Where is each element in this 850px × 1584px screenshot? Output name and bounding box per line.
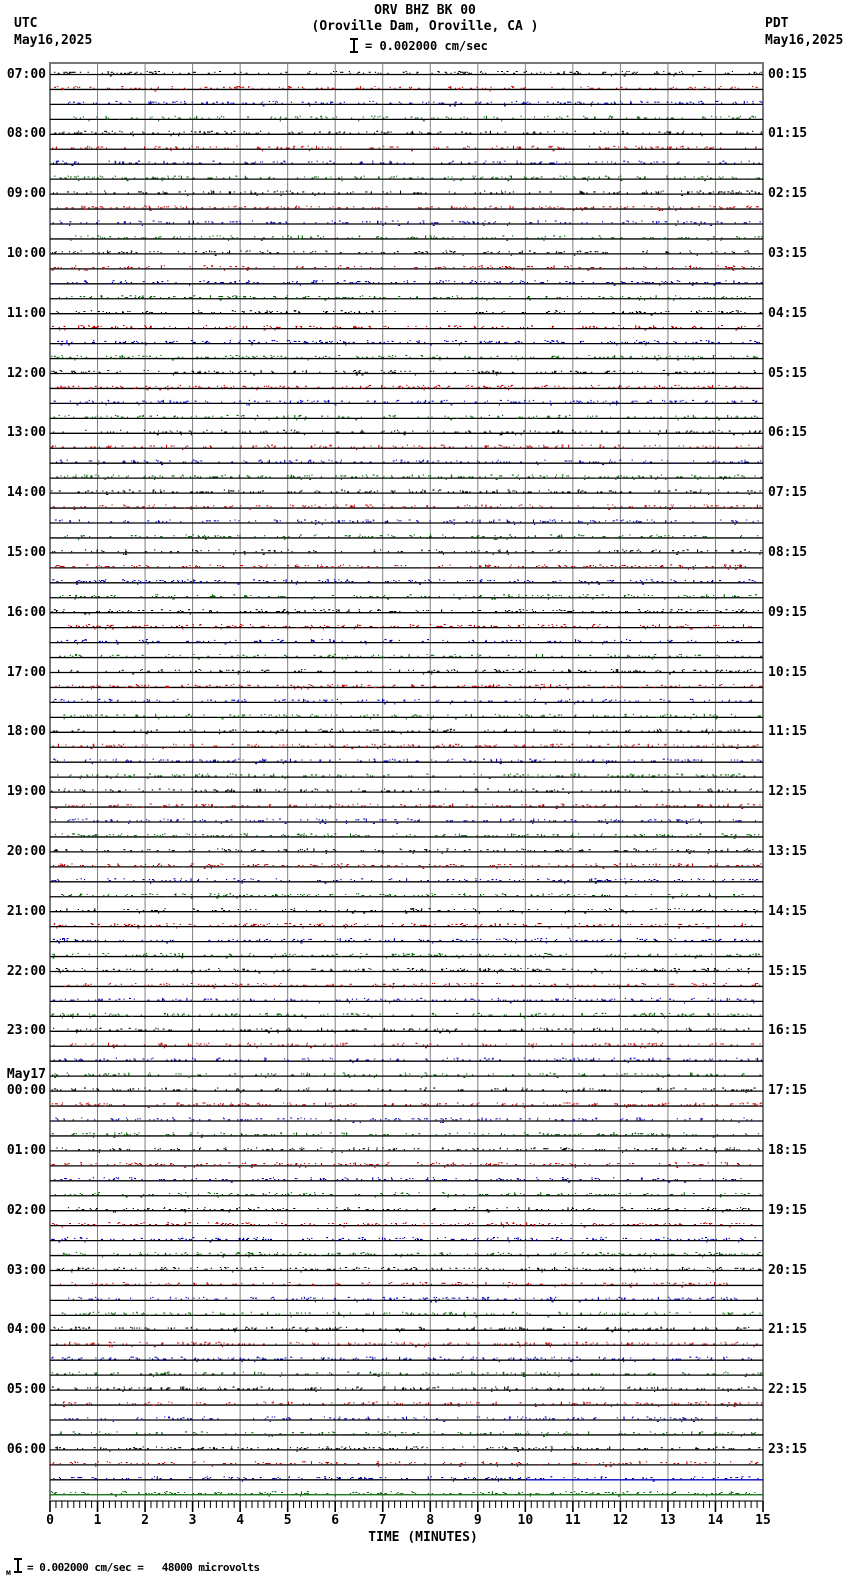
utc-time-label: 19:00 xyxy=(6,784,46,800)
utc-time-label: 08:00 xyxy=(6,126,46,142)
scale-label: = 0.002000 cm/sec xyxy=(365,39,488,53)
date-change-label: May17 xyxy=(6,1067,46,1083)
utc-time-label: 05:00 xyxy=(6,1382,46,1398)
utc-time-label: 01:00 xyxy=(6,1142,46,1158)
utc-time-label: 12:00 xyxy=(6,365,46,381)
pdt-time-label: 15:15 xyxy=(768,963,808,979)
utc-time-label: 11:00 xyxy=(6,305,46,321)
x-axis-tick-label: 15 xyxy=(755,1513,771,1528)
x-axis-tick-label: 10 xyxy=(517,1513,534,1528)
pdt-time-label: 03:15 xyxy=(768,245,808,261)
utc-date-label: May16,2025 xyxy=(14,33,93,48)
pdt-time-label: 12:15 xyxy=(768,784,808,800)
pdt-time-label: 02:15 xyxy=(768,186,808,202)
utc-time-label: 04:00 xyxy=(6,1322,46,1338)
x-axis-tick-label: 8 xyxy=(426,1513,435,1528)
page-title: ORV BHZ BK 00 xyxy=(374,3,476,18)
footer-scale-bar-icon xyxy=(14,1558,22,1573)
utc-time-label: 20:00 xyxy=(6,843,46,859)
utc-time-label: 14:00 xyxy=(6,485,46,501)
pdt-time-label: 10:15 xyxy=(768,664,808,680)
x-axis-tick-label: 9 xyxy=(473,1513,482,1528)
x-axis-tick-label: 5 xyxy=(283,1513,292,1528)
utc-time-label: 16:00 xyxy=(6,604,46,620)
x-axis-tick-label: 14 xyxy=(707,1513,724,1528)
utc-time-label: 09:00 xyxy=(6,186,46,202)
utc-time-label: 06:00 xyxy=(6,1441,46,1457)
pdt-time-label: 00:15 xyxy=(768,66,808,82)
pdt-timezone-label: PDT xyxy=(765,16,789,31)
x-axis-tick-label: 0 xyxy=(46,1513,54,1528)
utc-time-label: 15:00 xyxy=(6,544,46,560)
pdt-time-label: 16:15 xyxy=(768,1023,808,1039)
pdt-date-label: May16,2025 xyxy=(765,33,844,48)
utc-time-label: 10:00 xyxy=(6,245,46,261)
x-axis-tick-label: 6 xyxy=(331,1513,340,1528)
utc-time-label: 21:00 xyxy=(6,903,46,919)
x-axis-title: TIME (MINUTES) xyxy=(368,1530,478,1545)
pdt-time-label: 06:15 xyxy=(768,425,808,441)
utc-timezone-label: UTC xyxy=(14,16,38,31)
utc-time-label: 03:00 xyxy=(6,1262,46,1278)
x-axis-tick-label: 4 xyxy=(236,1513,245,1528)
footer-prefix: м xyxy=(6,1568,11,1577)
x-axis-tick-label: 7 xyxy=(378,1513,387,1528)
pdt-time-label: 04:15 xyxy=(768,305,808,321)
pdt-time-label: 22:15 xyxy=(768,1382,808,1398)
footer-scale-text: = 0.002000 cm/sec = 48000 microvolts xyxy=(27,1561,260,1574)
pdt-time-label: 21:15 xyxy=(768,1322,808,1338)
pdt-time-label: 18:15 xyxy=(768,1142,808,1158)
pdt-time-label: 05:15 xyxy=(768,365,808,381)
pdt-time-label: 11:15 xyxy=(768,724,808,740)
x-axis-tick-label: 3 xyxy=(188,1513,197,1528)
pdt-time-label: 17:15 xyxy=(768,1083,808,1099)
utc-time-label: 22:00 xyxy=(6,963,46,979)
utc-time-label: 00:00 xyxy=(6,1083,46,1099)
utc-time-label: 17:00 xyxy=(6,664,46,680)
utc-time-label: 18:00 xyxy=(6,724,46,740)
pdt-time-label: 14:15 xyxy=(768,903,808,919)
x-axis-tick-label: 2 xyxy=(141,1513,149,1528)
page-subtitle: (Oroville Dam, Oroville, CA ) xyxy=(311,19,539,34)
utc-time-label: 02:00 xyxy=(6,1202,46,1218)
pdt-time-label: 19:15 xyxy=(768,1202,808,1218)
pdt-time-label: 20:15 xyxy=(768,1262,808,1278)
utc-time-label: 23:00 xyxy=(6,1023,46,1039)
pdt-time-label: 01:15 xyxy=(768,126,808,142)
x-axis-tick-label: 13 xyxy=(660,1513,676,1528)
pdt-time-label: 13:15 xyxy=(768,843,808,859)
x-axis-tick-label: 1 xyxy=(93,1513,102,1528)
utc-time-label: 07:00 xyxy=(6,66,46,82)
x-axis-tick-label: 11 xyxy=(565,1513,581,1528)
pdt-time-label: 09:15 xyxy=(768,604,808,620)
utc-time-label: 13:00 xyxy=(6,425,46,441)
pdt-time-label: 23:15 xyxy=(768,1441,808,1457)
x-axis-tick-label: 12 xyxy=(612,1513,629,1528)
pdt-time-label: 07:15 xyxy=(768,485,808,501)
pdt-time-label: 08:15 xyxy=(768,544,808,560)
